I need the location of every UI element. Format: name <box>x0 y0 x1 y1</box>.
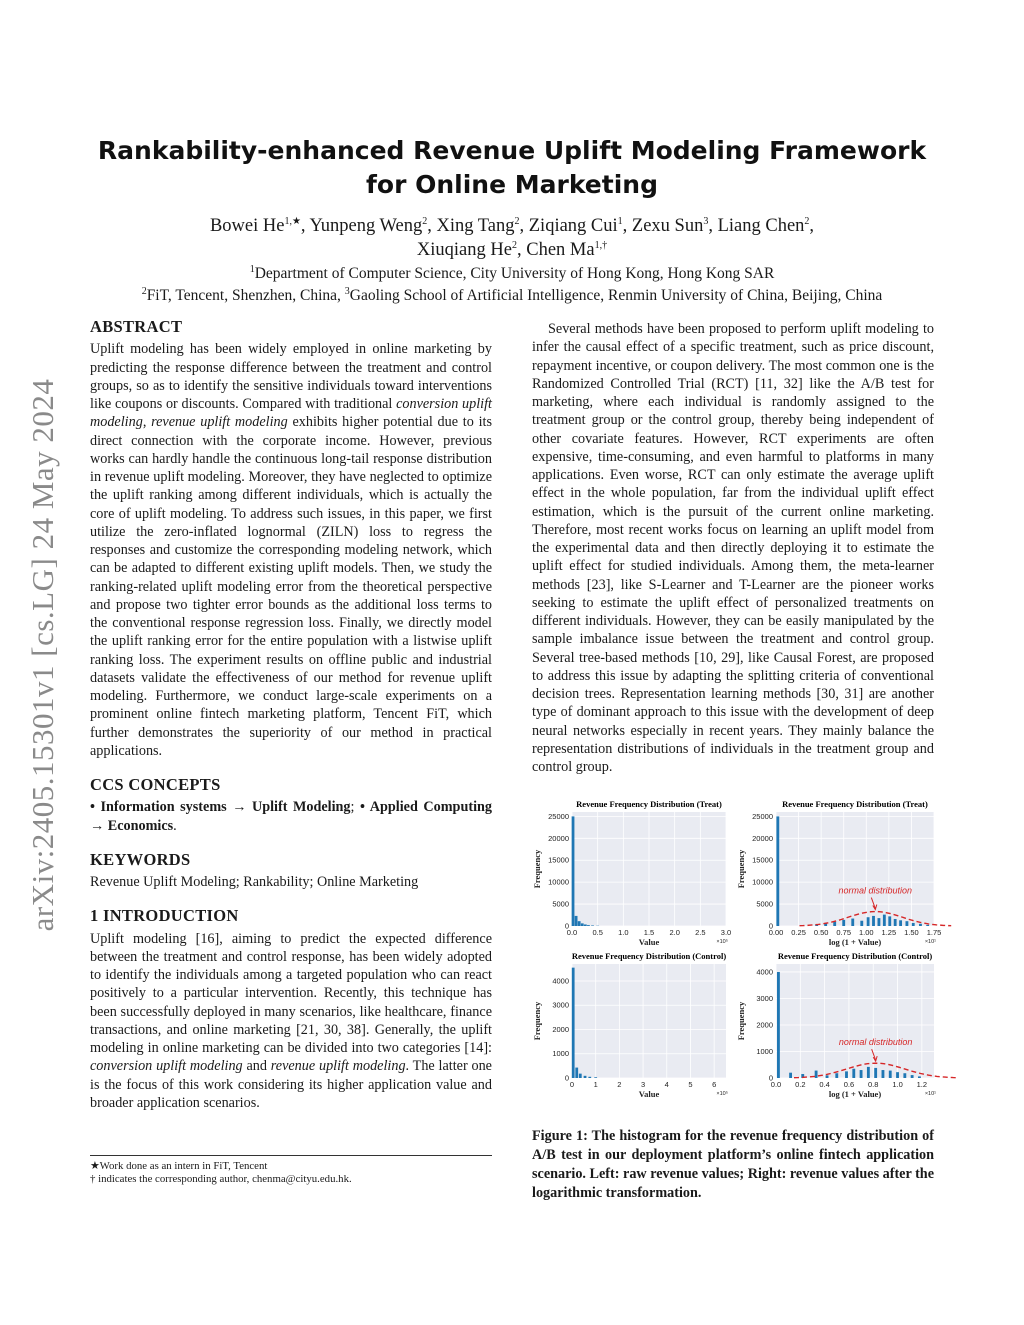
y-tick-label: 2000 <box>552 1024 569 1034</box>
affiliations <box>90 263 934 307</box>
x-tick-label: 0.0 <box>566 928 578 937</box>
histogram-bar <box>918 1076 921 1078</box>
histogram-bar <box>575 1068 578 1078</box>
arxiv-stamp: arXiv:2405.15301v1 [cs.LG] 24 May 2024 <box>25 378 60 932</box>
x-tick-label: 0.50 <box>813 928 829 937</box>
y-tick-label: 10000 <box>548 877 569 887</box>
x-multiplier: ×10⁵ <box>716 1091 728 1097</box>
intro-heading: 1 INTRODUCTION <box>90 906 239 926</box>
y-tick-label: 25000 <box>752 811 773 821</box>
x-tick-label: 0.5 <box>592 928 603 937</box>
x-tick-label: 1.5 <box>643 928 655 937</box>
y-axis-label: Frequency <box>736 1001 746 1041</box>
x-tick-label: 5 <box>688 1080 693 1089</box>
y-axis-label: Frequency <box>532 849 542 889</box>
histogram-bar <box>572 968 575 1078</box>
x-tick-label: 1.2 <box>916 1080 928 1089</box>
x-tick-label: 0.8 <box>868 1080 879 1089</box>
x-tick-label: 1.75 <box>926 928 942 937</box>
x-axis-label: log (1 + Value) <box>828 1089 882 1099</box>
histogram-bar <box>842 920 845 926</box>
histogram-bar <box>912 923 915 926</box>
histogram-bar <box>852 1069 855 1078</box>
y-tick-label: 5000 <box>552 899 569 909</box>
figure-caption: Figure 1: The histogram for the revenue frequency distribution of A/B test in our deployment platform’s online fintech application scenario. Left: raw revenue values; Right: revenue values after the logarithmic transformation. <box>532 1128 934 1201</box>
annotation-label: normal distribution <box>838 1037 913 1048</box>
x-tick-label: 1.00 <box>858 928 874 937</box>
intro-text: Uplift modeling [16], aiming to predict the expected difference between the treatment and control response, has been widely adopted to identify the individuals among a targeted population who can react positively to a particular intervention. Recently, this technique has been successfully deployed in many scenarios, like healthcare, finance transactions, and online marketing [21, 30, 38]. Generally, the uplift modeling in online marketing can be divided into two categories [14]: conversion uplift modeling and revenue uplift modeling. The latter one is the focus of this work considering its higher application value and broader application scenarios. <box>90 930 492 1111</box>
footnote-2: † indicates the corresponding author, chenma@cityu.edu.hk. <box>90 1173 352 1185</box>
x-tick-label: 0.6 <box>843 1080 855 1089</box>
y-tick-label: 15000 <box>548 855 569 865</box>
ccs-heading: CCS CONCEPTS <box>90 775 221 794</box>
y-tick-label: 15000 <box>752 855 773 865</box>
histogram-bar <box>874 1068 877 1078</box>
y-tick-label: 4000 <box>552 976 569 986</box>
histogram-bar <box>888 916 891 926</box>
x-tick-label: 0.2 <box>795 1080 806 1089</box>
y-axis-label: Frequency <box>736 849 746 889</box>
x-tick-label: 3.0 <box>720 928 732 937</box>
plot-area-1 <box>776 812 934 926</box>
x-tick-label: 4 <box>664 1080 669 1089</box>
histogram-bar <box>894 919 897 926</box>
histogram-bar <box>835 1073 838 1078</box>
histogram-bar <box>860 921 863 926</box>
y-tick-label: 1000 <box>552 1049 569 1059</box>
histogram-bar <box>591 925 594 926</box>
histogram-bar <box>815 1071 818 1078</box>
y-tick-label: 1000 <box>756 1046 773 1056</box>
histogram-bar <box>883 915 886 926</box>
x-tick-label: 6 <box>712 1080 717 1089</box>
chart-title-1: Revenue Frequency Distribution (Treat) <box>782 799 928 809</box>
x-multiplier: ×10¹ <box>924 939 936 945</box>
histogram-bar <box>587 925 590 926</box>
ccs-text: • Information systems → Uplift Modeling; • Applied Computing → Economics. <box>90 799 492 834</box>
y-tick-label: 20000 <box>752 833 773 843</box>
abstract-text: Uplift modeling has been widely employed in online marketing by predicting the response difference between the treatment and control groups, so as to identify the sensitive individuals toward interventions like coupons or discounts. Compared with traditional conversion uplift modeling, revenue uplift modeling exhibits higher potential due to its direct connection with the corporate income. However, previous works can hardly handle the continuous long-tail response distribution in revenue uplift modeling. Moreover, they have neglected to optimize the uplift ranking among different individuals, which is actually the core of uplift modeling. To address such issues, in this paper, we first utilize the zero-inflated lognormal (ZILN) loss to regress the responses and customize the corresponding modeling network, which can be adapted to different existing uplift models. Then, we study the ranking-related uplift modeling error from the theoretical perspective and propose two tighter error bounds as the additional loss terms to the conventional response regression loss. Finally, we directly model the uplift ranking error for the entire population with a listwise uplift ranking loss. The experiment results on offline public and industrial datasets validate the effectiveness of our method for revenue uplift modeling. Furthermore, we conduct large-scale experiments on a prominent online fintech marketing platform, Tencent FiT, which further demonstrates the superiority of our method in practical applications. <box>90 341 492 759</box>
y-tick-label: 0 <box>768 1073 773 1083</box>
histogram-bar <box>776 816 779 926</box>
histogram-bar <box>826 1075 829 1078</box>
x-tick-label: 2.5 <box>695 928 706 937</box>
histogram-bar <box>889 1071 892 1078</box>
histogram-bar <box>860 1070 863 1078</box>
y-tick-label: 5000 <box>756 899 773 909</box>
histogram-bar <box>882 1070 885 1078</box>
histogram-bar <box>578 921 581 926</box>
histogram-bar <box>584 924 587 926</box>
histogram-bar <box>789 1073 792 1078</box>
histogram-bar <box>588 1077 591 1078</box>
x-axis-label: Value <box>638 937 660 947</box>
footnote-1: ★Work done as an intern in FiT, Tencent <box>90 1160 268 1172</box>
y-tick-label: 4000 <box>756 967 773 977</box>
x-tick-label: 2.0 <box>669 928 680 937</box>
keywords-heading: KEYWORDS <box>90 849 191 869</box>
y-tick-label: 25000 <box>548 811 569 821</box>
histogram-bar <box>905 921 908 926</box>
x-tick-label: 1 <box>593 1080 598 1089</box>
histogram-bar <box>575 916 578 926</box>
y-tick-label: 10000 <box>752 877 773 887</box>
author-line-2: Xiuqiang He$^2$, Chen $Ma^{1,\dagger}$ <box>416 239 608 260</box>
histogram-bar <box>903 1073 906 1078</box>
chart-title-2: Revenue Frequency Distribution (Control) <box>571 951 727 961</box>
y-tick-label: 3000 <box>552 1000 569 1010</box>
right-column <box>532 320 934 776</box>
histogram-bar <box>581 923 584 926</box>
histogram-bar <box>584 1076 587 1078</box>
y-tick-label: 0 <box>564 1073 569 1083</box>
footnotes <box>90 1155 492 1186</box>
keywords-text: Revenue Uplift Modeling; Rankability; Online Marketing <box>90 874 419 890</box>
histogram-bar <box>899 920 902 926</box>
histogram-figure <box>528 796 942 1116</box>
histogram-bar <box>878 918 881 926</box>
y-axis-label: Frequency <box>532 1001 542 1041</box>
right-paragraph: Several methods have been proposed to perform uplift modeling to infer the causal effect of a specific treatment, such as price discount, repayment incentive, or coupon delivery. The most common one is the Randomized Controlled Trial (RCT) [11, 32] like the A/B test for marketing, where each individual is randomly assigned to the treatment group or the control group, thereby being independent of other covariate features. However, RCT experiments are often expensive, time-consuming, and even harmful to platforms in many applications. Even worse, RCT can only estimate the average uplift effect in the whole population, far from the individual uplift effect estimation, which is the pursuit of the current online marketing. Therefore, most recent works focus on learning an uplift model from the experimental data and then directly deploying it to estimate the uplift effect for studied individuals. Among them, the meta-learner methods [23], like S-Learner and T-Learner are the pioneer works seeking to estimate the uplift effect of personalized treatments on different individuals. However, they can be easily manipulated by the sample imbalance issue between the treatment and control group. Several tree-based methods [10, 29], like Causal Forest, are proposed to address this issue by adapting the splitting criteria of conventional decision trees. Representation learning methods [30, 31] are another type of dominant approach to this issue with the development of deep neural networks especially in recent years. They mainly balance the representation distributions of individuals in the treatment group and control group. <box>532 321 934 775</box>
histogram-bar <box>867 1067 870 1078</box>
histogram-bar <box>851 919 854 926</box>
y-tick-label: 0 <box>564 921 569 931</box>
paper-title: Rankability-enhanced Revenue Uplift Modeling Framework for Online Marketing <box>97 136 927 199</box>
affiliation-line-2: $^2$FiT, Tencent, Shenzhen, China, $^3$Gaoling School of Artificial Intelligence, Renmin University of China, Beijing, China <box>141 285 883 304</box>
x-tick-label: 0 <box>569 1080 575 1089</box>
histogram-bar <box>896 1072 899 1078</box>
x-tick-label: 2 <box>617 1080 622 1089</box>
chart-title-0: Revenue Frequency Distribution (Treat) <box>576 799 722 809</box>
y-tick-label: 20000 <box>548 833 569 843</box>
histogram-bar <box>919 924 922 926</box>
histogram-bar <box>911 1075 914 1078</box>
histogram-bar <box>777 972 780 1078</box>
x-tick-label: 3 <box>640 1080 646 1089</box>
histogram-bar <box>594 1077 597 1078</box>
x-tick-label: 1.0 <box>892 1080 903 1089</box>
x-axis-label: log (1 + Value) <box>828 937 882 947</box>
x-multiplier: ×10¹ <box>924 1091 936 1097</box>
histogram-bar <box>572 816 575 926</box>
x-axis-label: Value <box>638 1089 660 1099</box>
x-tick-label: 0.4 <box>819 1080 830 1089</box>
x-tick-label: 0.25 <box>791 928 806 937</box>
plot-area-3 <box>776 964 934 1078</box>
x-multiplier: ×10⁵ <box>716 939 728 945</box>
histogram-bar <box>872 916 875 926</box>
y-tick-label: 2000 <box>756 1020 773 1030</box>
author-list <box>90 214 934 262</box>
abstract-heading: ABSTRACT <box>90 317 183 336</box>
annotation-label: normal distribution <box>838 885 913 896</box>
histogram-bar <box>926 925 929 926</box>
x-tick-label: 1.50 <box>904 928 919 937</box>
y-tick-label: 0 <box>768 921 773 931</box>
author-line-1: Bowei $He^{1,★}$, Yunpeng Weng$^2$, Xing Tang$^2$, Ziqiang Cui$^1$, Zexu Sun$^3$, Liang Chen$^2$, <box>209 215 815 236</box>
histogram-bar <box>867 917 870 926</box>
x-tick-label: 0.00 <box>768 928 784 937</box>
figure-1 <box>528 796 942 1116</box>
x-tick-label: 0.75 <box>836 928 852 937</box>
affiliation-line-1: $^1$Department of Computer Science, City University of Hong Kong, Hong Kong SAR <box>249 263 775 282</box>
chart-title-3: Revenue Frequency Distribution (Control) <box>777 951 933 961</box>
y-tick-label: 3000 <box>756 993 773 1003</box>
left-column <box>90 318 492 1112</box>
x-tick-label: 1.0 <box>618 928 629 937</box>
histogram-bar <box>845 1071 848 1078</box>
x-tick-label: 1.25 <box>881 928 897 937</box>
histogram-bar <box>579 1074 582 1078</box>
x-tick-label: 0.0 <box>770 1080 782 1089</box>
